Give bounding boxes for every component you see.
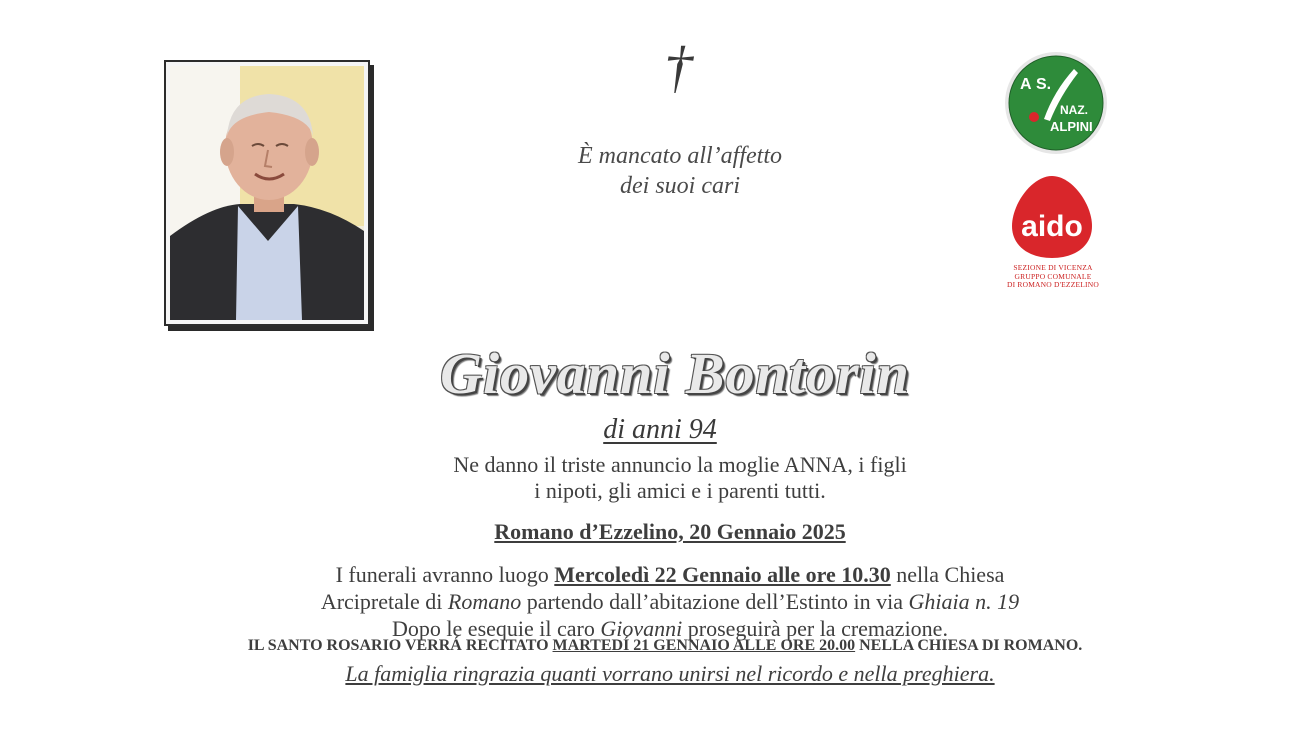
aido-caption-line-3: DI ROMANO D'EZZELINO [1006,280,1099,289]
aido-caption-line-1: SEZIONE DI VICENZA [1013,263,1093,272]
funeral-line-1-a: I funerali avranno luogo [335,562,555,587]
ana-alpini-logo [1004,51,1108,155]
deceased-age: di anni 94 [603,414,717,445]
funeral-line-3-c: proseguirà per la cremazione. [682,616,948,641]
place-date: Romano d’Ezzelino, 20 Gennaio 2025 [494,519,846,544]
ana-alpini: ALPINI [1050,119,1093,134]
funeral-details [150,561,1190,642]
aido-text: aido [1021,210,1083,243]
cross-icon: † [664,34,693,99]
family-thanks: La famiglia ringrazia quanti vorrano unirsi nel ricordo e nella preghiera. [345,661,995,686]
funeral-line-2 [150,588,1190,615]
intro-text [480,141,880,201]
aido-caption-line-2: GRUPPO COMUNALE [1014,271,1092,281]
announcement-line-2: i nipoti, gli amici e i parenti tutti. [534,478,826,503]
announcement [300,452,1060,504]
ana-naz: NAZ. [1060,103,1088,117]
funeral-line-3-a: Dopo le esequie il caro [392,616,601,641]
portrait-image [170,66,364,320]
announcement-line-1: Ne danno il triste annuncio la moglie ANNA, i figli [453,452,907,477]
rosary-notice [100,637,1230,655]
rosary-c: NELLA CHIESA DI ROMANO. [855,637,1083,654]
funeral-first-name: Giovanni [600,616,683,641]
rosary-a: IL SANTO ROSARIO VERRÁ RECITATO [247,637,553,654]
funeral-line-1 [150,561,1190,588]
aido-caption [980,264,1126,290]
funeral-line-2-a: Arcipretale di [320,589,448,614]
funeral-date-time: Mercoledì 22 Gennaio alle ore 10.30 [554,562,891,587]
aido-logo [1007,174,1097,260]
rosary-date-time: MARTEDÍ 21 GENNAIO ALLE ORE 20.00 [552,637,856,654]
funeral-place: Romano [447,589,522,614]
intro-line-2: dei suoi cari [620,173,740,199]
funeral-address: Ghiaia n. 19 [908,589,1020,614]
deceased-photo [164,60,370,326]
funeral-line-1-c: nella Chiesa [890,562,1005,587]
deceased-name: Giovanni Bontorin [440,341,910,406]
intro-line-1: È mancato all’affetto [578,143,782,169]
funeral-line-2-c: partendo dall’abitazione dell’Estinto in via [521,589,909,614]
ana-letter-s: S. [1036,76,1052,93]
ana-letter-a: A [1020,76,1032,93]
